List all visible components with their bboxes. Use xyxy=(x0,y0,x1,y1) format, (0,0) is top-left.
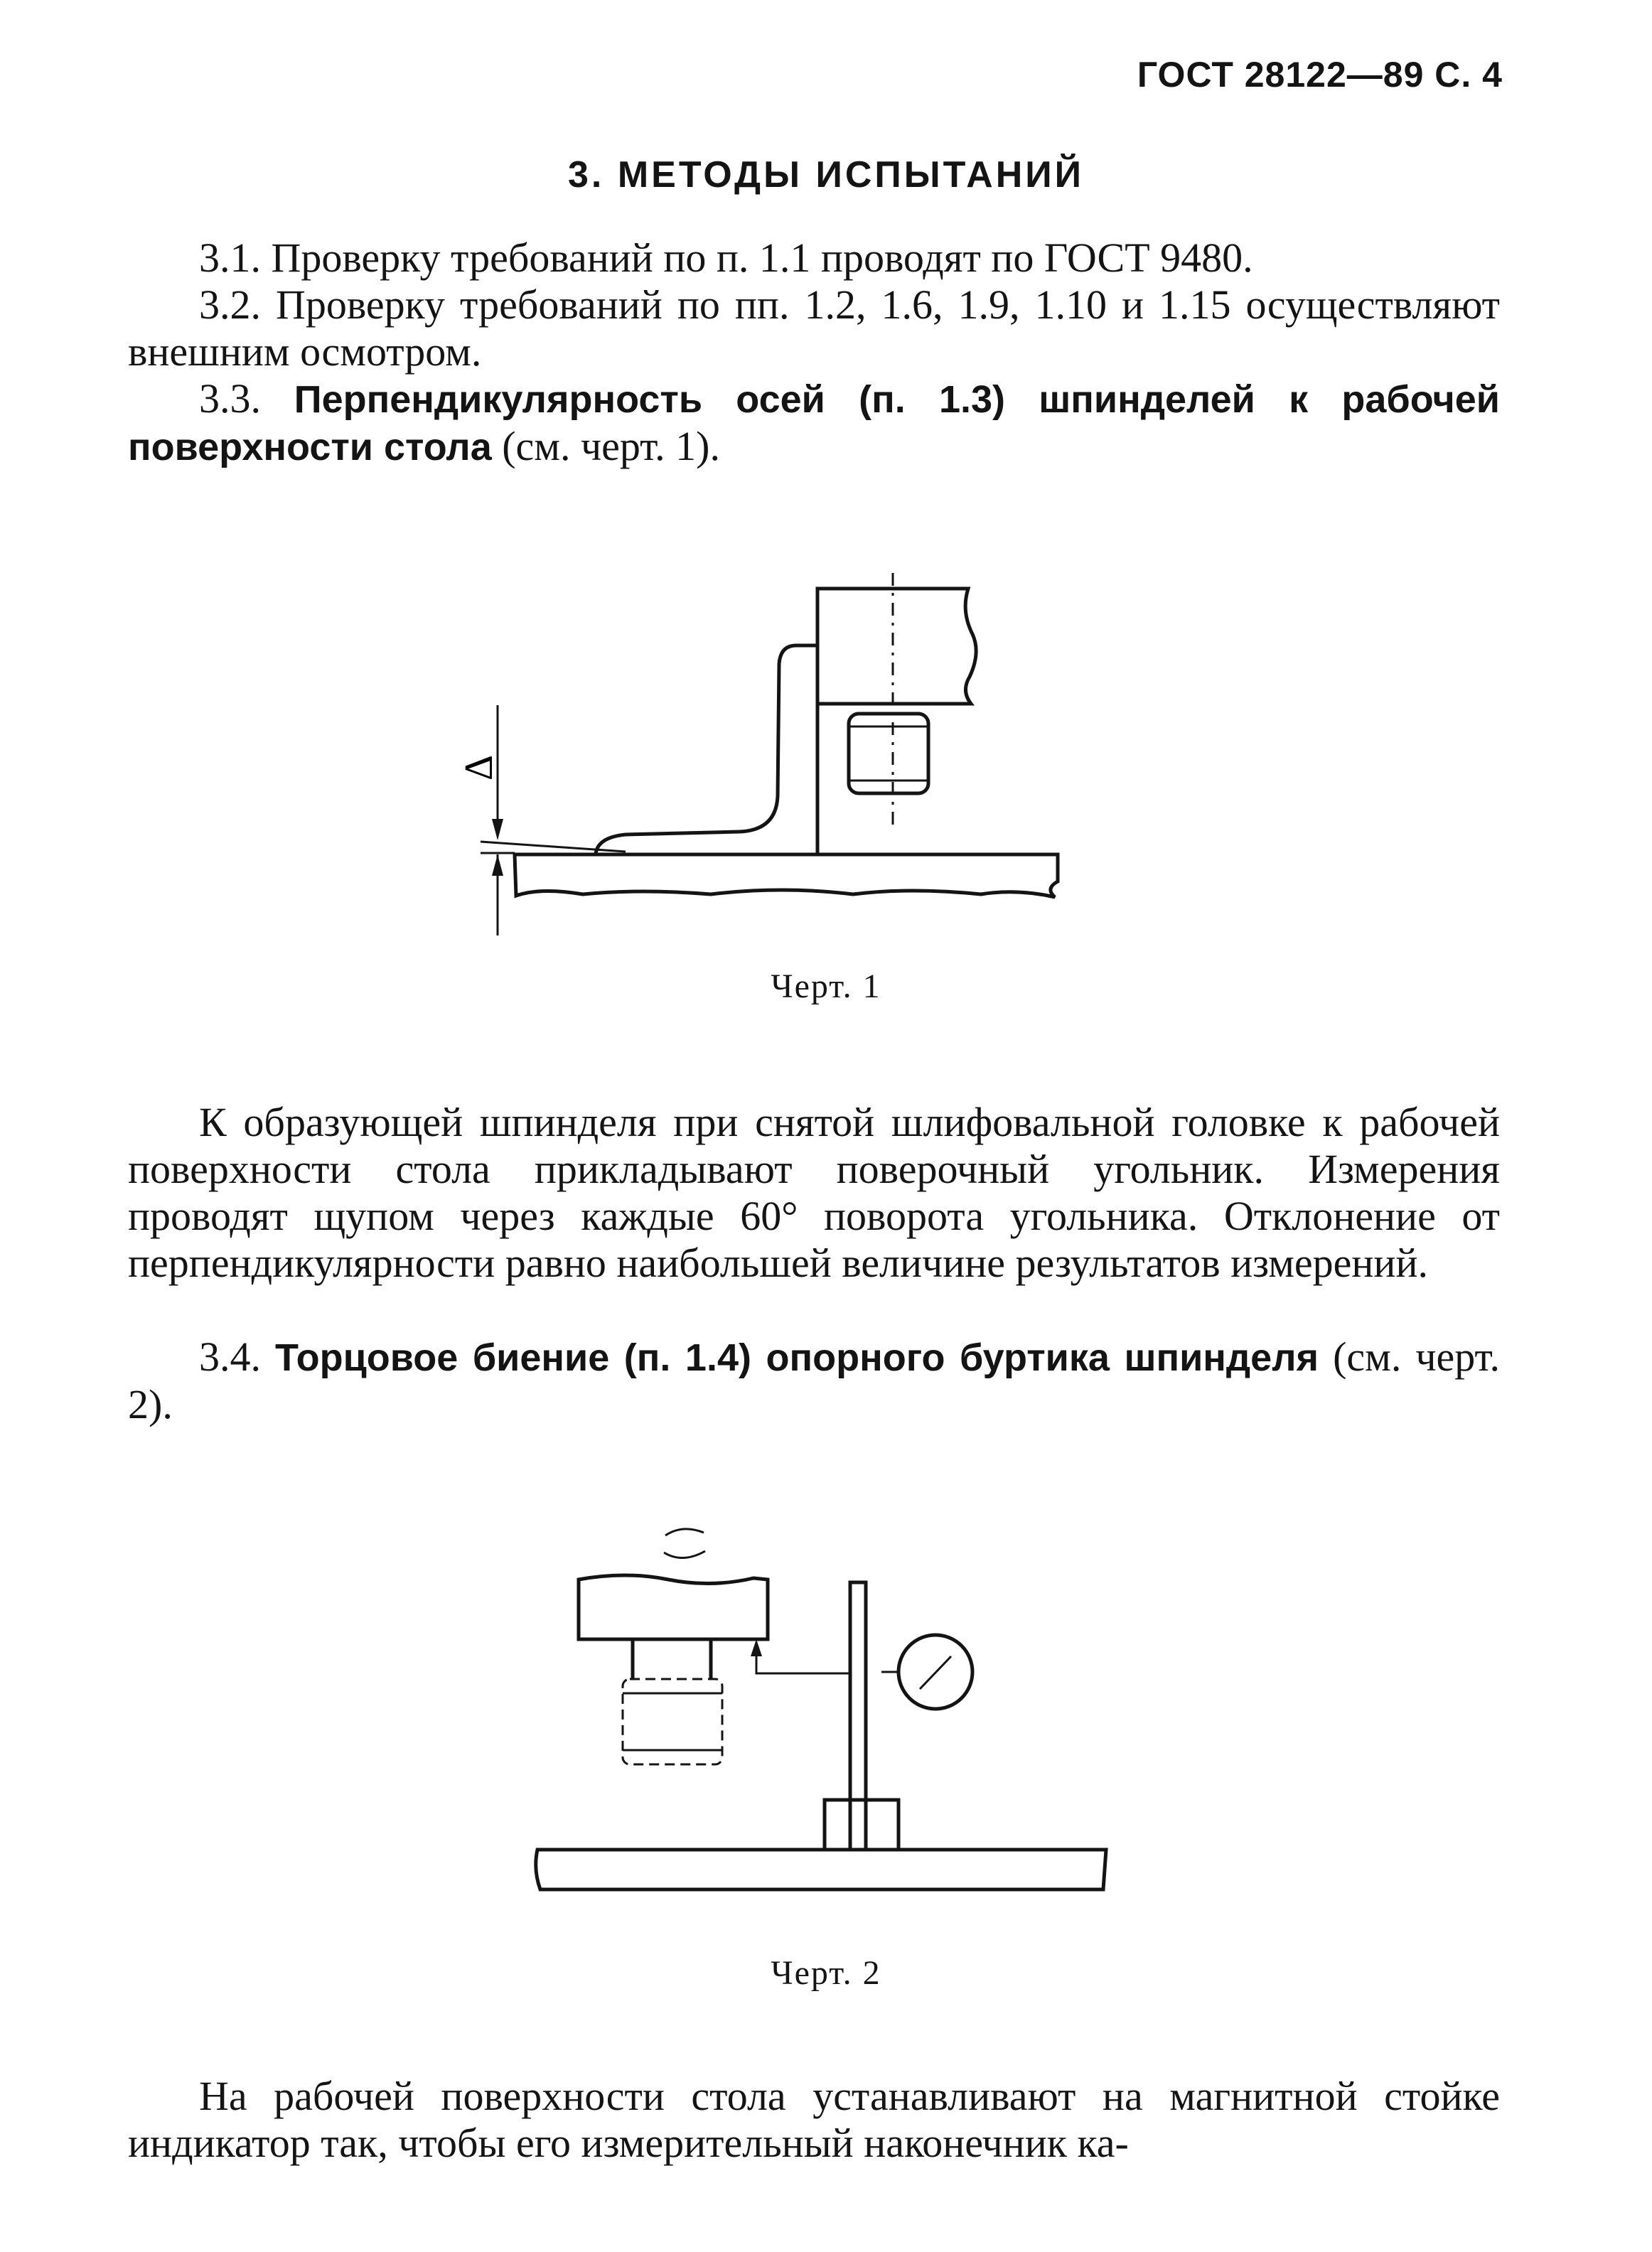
figure-1-caption: Черт. 1 xyxy=(771,967,881,1005)
delta-label: Δ xyxy=(457,754,501,781)
paragraph-3-4-heading: Торцовое биение (п. 1.4) опорного буртика шпинделя xyxy=(275,1336,1319,1379)
paragraph-3-4 xyxy=(128,1334,1500,1428)
spindle-head xyxy=(817,589,976,704)
paragraph-3-3-ref: (см. черт. 1). xyxy=(491,423,720,469)
figure-2-drawing xyxy=(0,1514,1652,1912)
page-header: ГОСТ 28122—89 С. 4 xyxy=(1137,55,1503,95)
paragraph-3-3-number: 3.3. xyxy=(199,375,294,422)
rotation-mark xyxy=(664,1529,705,1558)
section-title: 3. МЕТОДЫ ИСПЫТАНИЙ xyxy=(568,154,1084,195)
indicator-probe xyxy=(756,1645,850,1673)
figure-2-caption: Черт. 2 xyxy=(771,1954,881,1992)
paragraph-3-3 xyxy=(128,375,1500,471)
paragraph-3-4-number: 3.4. xyxy=(199,1334,276,1380)
magnetic-stand-base xyxy=(825,1800,899,1850)
spindle-nut-2 xyxy=(623,1679,722,1764)
work-table xyxy=(515,854,1058,897)
paragraph-3-3-heading: Перпендикулярность осей (п. 1.3) шпинделей к рабочей поверхности стола xyxy=(128,378,1500,468)
paragraph-3-4-ref: (см. черт. 2). xyxy=(128,1334,1500,1427)
check-square xyxy=(596,645,817,854)
spindle-head-2 xyxy=(579,1575,768,1639)
paragraph-indicator-setup: На рабочей поверхности стола устанавливают на магнитной стойке индикатор так, чтобы его измерительный наконечник ка- xyxy=(128,2073,1500,2166)
magnetic-stand-post xyxy=(850,1582,866,1850)
figure-1-drawing xyxy=(0,569,1652,938)
paragraph-angle-method: К образующей шпинделя при снятой шлифовальной головке к рабочей поверхности стола прикладывают поверочный угольник. Измерения проводят щупом через каждые 60° поворота угольника. Отклонение от перпендикулярности равно наибольшей величине результатов измерений. xyxy=(128,1099,1500,1286)
work-table-2 xyxy=(536,1850,1106,1889)
paragraph-3-2: 3.2. Проверку требований по пп. 1.2, 1.6, 1.9, 1.10 и 1.15 осуществляют внешним осмотром. xyxy=(128,282,1500,375)
paragraph-3-1: 3.1. Проверку требований по п. 1.1 проводят по ГОСТ 9480. xyxy=(199,235,1253,281)
